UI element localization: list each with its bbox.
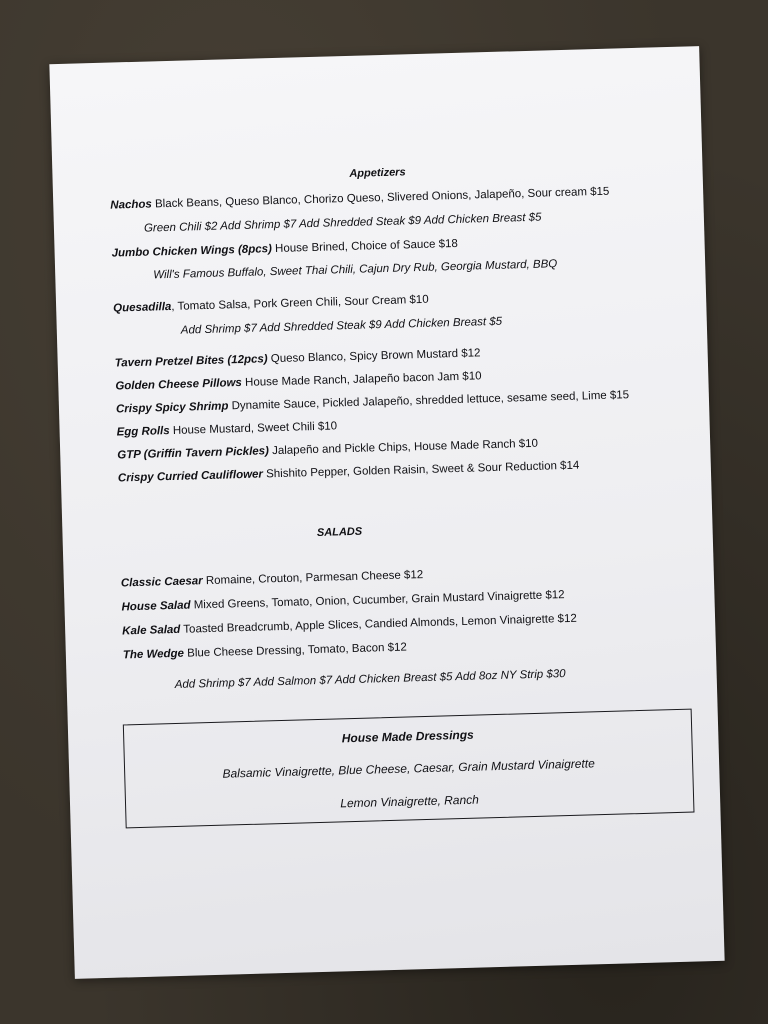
item-name: Tavern Pretzel Bites (12pcs) xyxy=(114,353,268,370)
menu-item-wedge xyxy=(123,642,407,662)
item-desc: House Brined, Choice of Sauce $18 xyxy=(271,237,459,256)
item-desc: Add Shrimp $7 Add Salmon $7 Add Chicken Breast $5 Add 8oz NY Strip $30 xyxy=(174,668,566,691)
menu-paper xyxy=(49,46,724,979)
item-desc: House Made Ranch, Jalapeño bacon Jam $10 xyxy=(241,370,482,389)
item-desc: Dynamite Sauce, Pickled Jalapeño, shredded lettuce, sesame seed, Lime $15 xyxy=(228,389,630,413)
item-name: Kale Salad xyxy=(122,623,181,638)
item-desc: Toasted Breadcrumb, Apple Slices, Candied Almonds, Lemon Vinaigrette $12 xyxy=(180,612,577,636)
menu-item-wings-sauces xyxy=(153,258,557,281)
menu-item-house-salad xyxy=(121,589,564,613)
item-name: Golden Cheese Pillows xyxy=(115,377,243,393)
menu-item-wings xyxy=(111,238,458,260)
item-desc: Green Chili $2 Add Shrimp $7 Add Shredded Steak $9 Add Chicken Breast $5 xyxy=(143,211,542,235)
menu-item-quesadilla-addons xyxy=(181,316,503,337)
menu-item-cauliflower xyxy=(118,460,580,485)
menu-item-gtp xyxy=(117,438,538,462)
item-desc: Romaine, Crouton, Parmesan Cheese $12 xyxy=(202,569,424,588)
item-name: Nachos xyxy=(110,198,153,212)
item-name: GTP (Griffin Tavern Pickles) xyxy=(117,445,270,462)
menu-item-nachos xyxy=(110,186,609,212)
item-desc: Add Shrimp $7 Add Shredded Steak $9 Add Chicken Breast $5 xyxy=(180,315,503,337)
dressings-line-2: Lemon Vinaigrette, Ranch xyxy=(340,792,480,811)
menu-item-nachos-addons xyxy=(144,212,542,235)
menu-item-kale-salad xyxy=(122,613,577,638)
menu-item-egg-rolls xyxy=(116,420,337,438)
menu-item-pretzel-bites xyxy=(115,347,481,369)
item-desc: Black Beans, Queso Blanco, Chorizo Queso, Slivered Onions, Jalapeño, Sour cream $15 xyxy=(151,185,610,211)
item-desc: , Tomato Salsa, Pork Green Chili, Sour Cream $10 xyxy=(171,293,429,313)
dressings-box xyxy=(123,709,695,829)
item-name: Crispy Curried Cauliflower xyxy=(117,468,264,485)
menu-item-quesadilla xyxy=(113,294,429,315)
menu-item-caesar xyxy=(121,569,424,589)
item-name: House Salad xyxy=(121,599,191,614)
salads-heading: SALADS xyxy=(316,525,363,539)
appetizers-heading: Appetizers xyxy=(349,166,406,180)
item-name: The Wedge xyxy=(122,647,185,662)
item-desc: Mixed Greens, Tomato, Onion, Cucumber, Grain Mustard Vinaigrette $12 xyxy=(190,589,565,612)
dressings-line-1: Balsamic Vinaigrette, Blue Cheese, Caesar, Grain Mustard Vinaigrette xyxy=(222,756,595,781)
salads-addons xyxy=(175,668,566,691)
menu-item-cheese-pillows xyxy=(115,370,481,392)
dressings-heading: House Made Dressings xyxy=(341,727,474,746)
item-desc: Queso Blanco, Spicy Brown Mustard $12 xyxy=(267,347,481,366)
item-name: Jumbo Chicken Wings (8pcs) xyxy=(111,243,273,260)
item-desc: Shishito Pepper, Golden Raisin, Sweet & Sour Reduction $14 xyxy=(262,459,580,481)
item-name: Crispy Spicy Shrimp xyxy=(115,400,229,416)
item-desc: Will's Famous Buffalo, Sweet Thai Chili, Cajun Dry Rub, Georgia Mustard, BBQ xyxy=(153,258,558,282)
item-desc: House Mustard, Sweet Chili $10 xyxy=(169,420,338,438)
item-desc: Jalapeño and Pickle Chips, House Made Ranch $10 xyxy=(268,437,539,458)
menu-item-spicy-shrimp xyxy=(116,389,629,415)
item-desc: Blue Cheese Dressing, Tomato, Bacon $12 xyxy=(183,641,407,660)
item-name: Egg Rolls xyxy=(116,425,170,439)
item-name: Quesadilla xyxy=(113,300,172,315)
item-name: Classic Caesar xyxy=(120,575,203,590)
